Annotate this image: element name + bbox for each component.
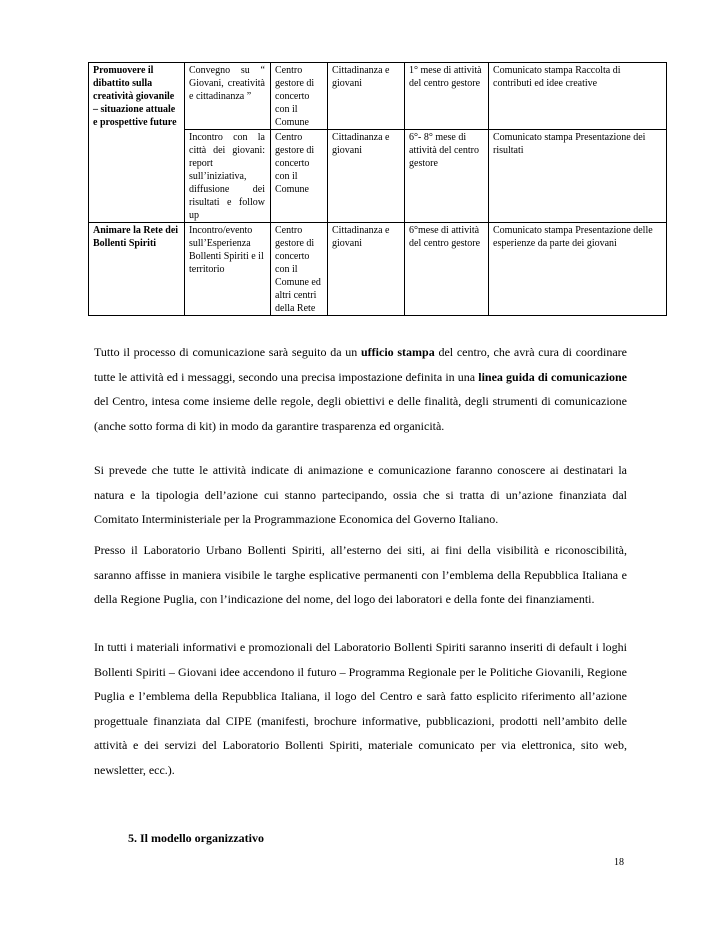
paragraph-text: del centro, che avrà cura di coordinare tutte le attività ed i messaggi, secondo una precisa impostazione definita in una bbox=[94, 345, 627, 384]
timing-cell: 6°mese di attività del centro gestore bbox=[405, 223, 489, 316]
section-heading: 5. Il modello organizzativo bbox=[128, 831, 264, 845]
activity-cell: Incontro con la città dei giovani: report sull’iniziativa, diffusione dei risultati e follow up bbox=[185, 130, 271, 223]
timing-cell: 1° mese di attività del centro gestore bbox=[405, 63, 489, 130]
objective-cell: Promuovere il dibattito sulla creatività giovanile – situazione attuale e prospettive future bbox=[89, 63, 185, 223]
paragraph-plaques: Presso il Laboratorio Urbano Bollenti Spiriti, all’esterno dei siti, ai fini della visibilità e riconoscibilità, saranno affisse in maniera visibile le targhe esplicative permanenti con l’emblema della Repubblica Italiana e della Regione Puglia, con l’indicazione del nome, del logo dei laboratori e della fonte dei finanziamenti. bbox=[94, 543, 627, 606]
activity-cell: Incontro/evento sull’Esperienza Bollenti Spiriti e il territorio bbox=[185, 223, 271, 316]
area-cell: Cittadinanza e giovani bbox=[328, 63, 405, 130]
bold-term: ufficio stampa bbox=[361, 345, 435, 359]
table-row bbox=[89, 223, 667, 316]
paragraph-text: Tutto il processo di comunicazione sarà seguito da un bbox=[94, 345, 361, 359]
paragraph-logos: In tutti i materiali informativi e promozionali del Laboratorio Bollenti Spiriti saranno inseriti di default i loghi Bollenti Spiriti – Giovani idee accendono il futuro – Programma Regionale per le Politiche Giovanili, Regione Puglia e l’emblema della Repubblica Italiana, il logo del Centro e sarà fatto esplicito riferimento all’azione progettuale finanziata dal CIPE (manifesti, brochure informative, pubblicazioni, prodotti nell’ambito delle attività e dei servizi del Laboratorio Bollenti Spiriti, materiale comunicato per via elettronica, sito web, newsletter, ecc.). bbox=[94, 640, 627, 777]
area-cell: Cittadinanza e giovani bbox=[328, 223, 405, 316]
output-cell: Comunicato stampa Raccolta di contributi ed idee creative bbox=[489, 63, 667, 130]
output-cell: Comunicato stampa Presentazione delle esperienze da parte dei giovani bbox=[489, 223, 667, 316]
paragraph-text: del Centro, intesa come insieme delle regole, degli obiettivi e delle finalità, degli strumenti di comunicazione (anche sotto forma di kit) in modo da garantire trasparenza ed organicità. bbox=[94, 394, 627, 433]
who-cell: Centro gestore di concerto con il Comune bbox=[271, 63, 328, 130]
paragraph-press-office bbox=[94, 340, 627, 438]
page-number: 18 bbox=[614, 857, 624, 868]
area-cell: Cittadinanza e giovani bbox=[328, 130, 405, 223]
timing-cell: 6°- 8° mese di attività del centro gestore bbox=[405, 130, 489, 223]
who-cell: Centro gestore di concerto con il Comune bbox=[271, 130, 328, 223]
objective-cell: Animare la Rete dei Bollenti Spiriti bbox=[89, 223, 185, 316]
who-cell: Centro gestore di concerto con il Comune ed altri centri della Rete bbox=[271, 223, 328, 316]
output-cell: Comunicato stampa Presentazione dei risultati bbox=[489, 130, 667, 223]
table-row bbox=[89, 63, 667, 130]
paragraph-recipients: Si prevede che tutte le attività indicate di animazione e comunicazione faranno conoscere ai destinatari la natura e la tipologia dell’azione cui stanno partecipando, ossia che si tratta di un’azione finanziata dal Comitato Interministeriale per la Programmazione Economica del Governo Italiano. bbox=[94, 463, 627, 526]
activities-table bbox=[88, 62, 667, 316]
activity-cell: Convegno su “ Giovani, creatività e cittadinanza ” bbox=[185, 63, 271, 130]
bold-term: linea guida di comunicazione bbox=[478, 369, 627, 384]
